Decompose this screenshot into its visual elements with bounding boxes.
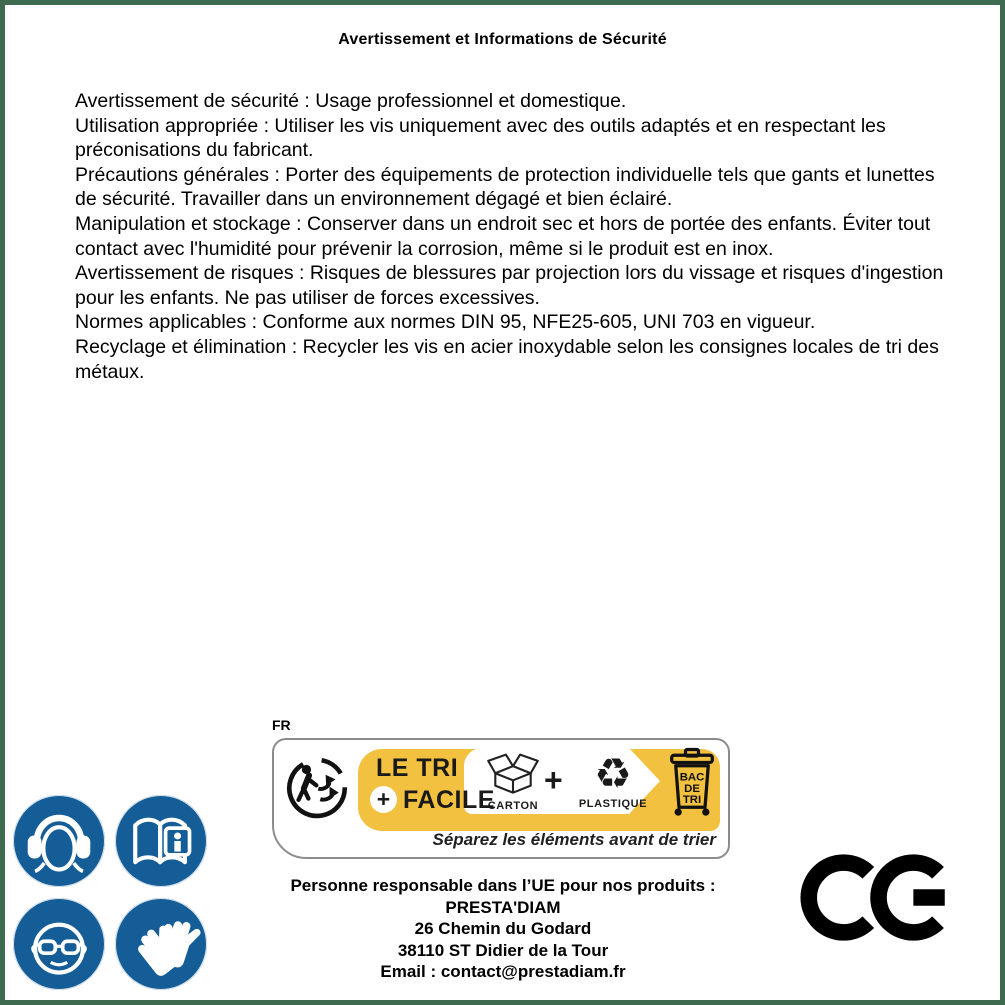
info-tri-banner bbox=[272, 738, 730, 859]
protective-gloves-icon bbox=[115, 898, 207, 990]
responsible-intro: Personne responsable dans l’UE pour nos produits : bbox=[290, 876, 716, 895]
mandatory-pictogram-grid bbox=[13, 795, 209, 991]
sorting-bin-icon bbox=[666, 746, 718, 818]
company-name: PRESTA'DIAM bbox=[445, 897, 561, 917]
le-tri-label: LE TRI bbox=[376, 754, 459, 782]
paragraph-precautions: Précautions générales : Porter des équipements de protection individuelle tels que gants et lunettes de sécurité. Travailler dans un environnement dégagé et bien éclairé. bbox=[75, 163, 935, 211]
cardboard-box-icon bbox=[483, 752, 543, 798]
ear-protection-icon bbox=[13, 795, 105, 887]
country-code-label: FR bbox=[272, 717, 291, 733]
plus-badge: + bbox=[370, 786, 397, 813]
carton-label: CARTON bbox=[487, 800, 539, 812]
bin-text-bac: BAC bbox=[679, 771, 705, 784]
eye-protection-icon bbox=[13, 898, 105, 990]
safety-text-block bbox=[75, 89, 957, 384]
paragraph-normes: Normes applicables : Conforme aux normes DIN 95, NFE25-605, UNI 703 en vigueur. bbox=[75, 311, 816, 334]
address-street: 26 Chemin du Godard bbox=[414, 919, 592, 938]
triman-icon bbox=[284, 753, 350, 819]
paragraph-recyclage: Recyclage et élimination : Recycler les vis en acier inoxydable selon les consignes locales de tri des métaux. bbox=[75, 335, 939, 383]
responsible-person-block bbox=[247, 875, 759, 983]
read-manual-icon bbox=[115, 795, 207, 887]
plastique-label: PLASTIQUE bbox=[578, 798, 648, 810]
contact-email: Email : contact@prestadiam.fr bbox=[380, 962, 626, 981]
ce-marking-icon bbox=[800, 848, 950, 947]
material-plastique bbox=[570, 749, 656, 810]
bin-text-de: DE bbox=[684, 782, 700, 795]
bin-text-tri: TRI bbox=[682, 794, 702, 807]
facile-label: FACILE bbox=[403, 786, 495, 814]
ce-marking-label bbox=[5, 5, 6, 6]
recycling-symbol-icon: ♻ bbox=[594, 749, 632, 798]
address-city: 38110 ST Didier de la Tour bbox=[397, 940, 609, 960]
page-title: Avertissement et Informations de Sécurité bbox=[338, 31, 667, 48]
paragraph-utilisation: Utilisation appropriée : Utiliser les vis uniquement avec des outils adaptés et en respectant les préconisations du fabricant. bbox=[75, 114, 886, 162]
paragraph-manipulation: Manipulation et stockage : Conserver dans un endroit sec et hors de portée des enfants. Éviter tout contact avec l'humidité pour prévenir la corrosion, même si le produit est en inox. bbox=[75, 212, 931, 260]
paragraph-risques: Avertissement de risques : Risques de blessures par projection lors du vissage et risques d'ingestion pour les enfants. Ne pas utiliser de forces excessives. bbox=[75, 262, 944, 309]
paragraph-avertissement-securite: Avertissement de sécurité : Usage professionnel et domestique. bbox=[75, 90, 627, 112]
sorting-tagline: Séparez les éléments avant de trier bbox=[432, 830, 716, 849]
materials-plus-sign: + bbox=[544, 762, 563, 798]
